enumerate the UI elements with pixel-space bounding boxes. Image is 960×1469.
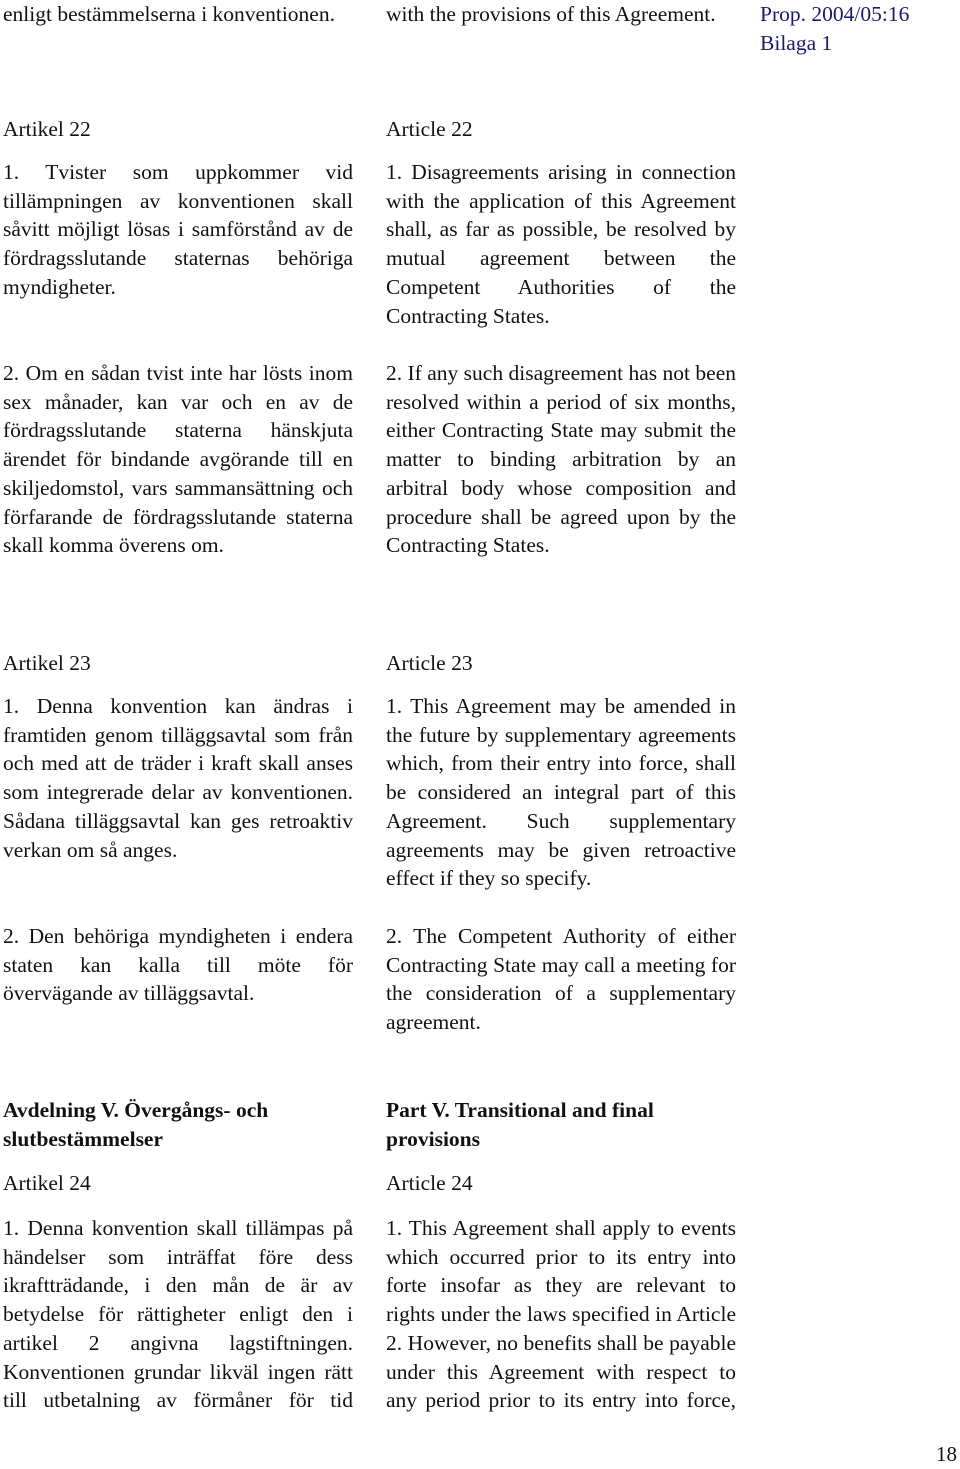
en-article-23-title: Article 23 [386,651,473,675]
sv-article-23-para-1: 1. Denna konvention kan ändras i framtiden genom tilläggsavtal som från och med att de träder i kraft skall anses som integrerade delar av konventionen. Sådana tilläggsavtal kan ges retroaktiv verkan om så anges. [3,694,353,862]
page-number: 18 [936,1442,957,1466]
en-article-24-title: Article 24 [386,1171,473,1195]
sv-header-tail: enligt bestämmelserna i konventionen. [3,2,335,26]
sv-part-5-heading: Avdelning V. Övergångs- och slutbestämmelser [3,1098,269,1151]
sv-article-22-para-1: 1. Tvister som uppkommer vid tillämpningen av konventionen skall såvitt möjligt lösas i samförstånd av de fördragsslutande staternas behöriga myndigheter. [3,160,353,299]
en-article-22-para-2: 2. If any such disagreement has not been resolved within a period of six months, either Contracting State may submit the matter to binding arbitration by an arbitral body whose composition and procedure shall be agreed upon by the Contracting States. [386,361,736,558]
en-header-tail: with the provisions of this Agreement. [386,2,716,26]
sv-article-23-title: Artikel 23 [3,651,91,675]
en-part-5-heading: Part V. Transitional and final provisions [386,1098,654,1151]
sv-article-24-para-1: 1. Denna konvention skall tillämpas på händelser som inträffat före dess ikraftträdande, i den mån de är av betydelse för rättigheter enligt den i artikel 2 angivna lagstiftningen. Konventionen grundar likväl ingen rätt till utbetalning av förmåner för tid [3,1216,353,1413]
en-article-24-para-1: 1. This Agreement shall apply to events which occurred prior to its entry into forte insofar as they are relevant to rights under the laws specified in Article 2. However, no benefits shall be payable under this Agreement with respect to any period prior to its entry into force, [386,1216,736,1413]
document-reference [760,0,950,57]
sv-article-22-para-2: 2. Om en sådan tvist inte har lösts inom sex månader, kan var och en av de fördragsslutande staterna hänskjuta ärendet för bindande avgörande till en skiljedomstol, vars sammansättning och förfarande de fördragsslutande staterna skall komma överens om. [3,361,353,558]
en-article-22-para-1: 1. Disagreements arising in connection with the application of this Agreement shall, as far as possible, be resolved by mutual agreement between the Competent Authorities of the Contracting States. [386,160,736,328]
sv-article-23-para-2: 2. Den behöriga myndigheten i endera staten kan kalla till möte för övervägande av tilläggsavtal. [3,924,353,1006]
bilaga-label: Bilaga 1 [760,30,833,55]
prop-label: Prop. 2004/05:16 [760,2,910,26]
en-article-23-para-2: 2. The Competent Authority of either Contracting State may call a meeting for the consideration of a supplementary agreement. [386,924,736,1035]
en-article-22-title: Article 22 [386,117,473,141]
sv-article-22-title: Artikel 22 [3,117,91,141]
en-article-23-para-1: 1. This Agreement may be amended in the future by supplementary agreements which, from their entry into force, shall be considered an integral part of this Agreement. Such supplementary agreements may be given retroactive effect if they so specify. [386,694,736,891]
sv-article-24-title: Artikel 24 [3,1171,91,1195]
